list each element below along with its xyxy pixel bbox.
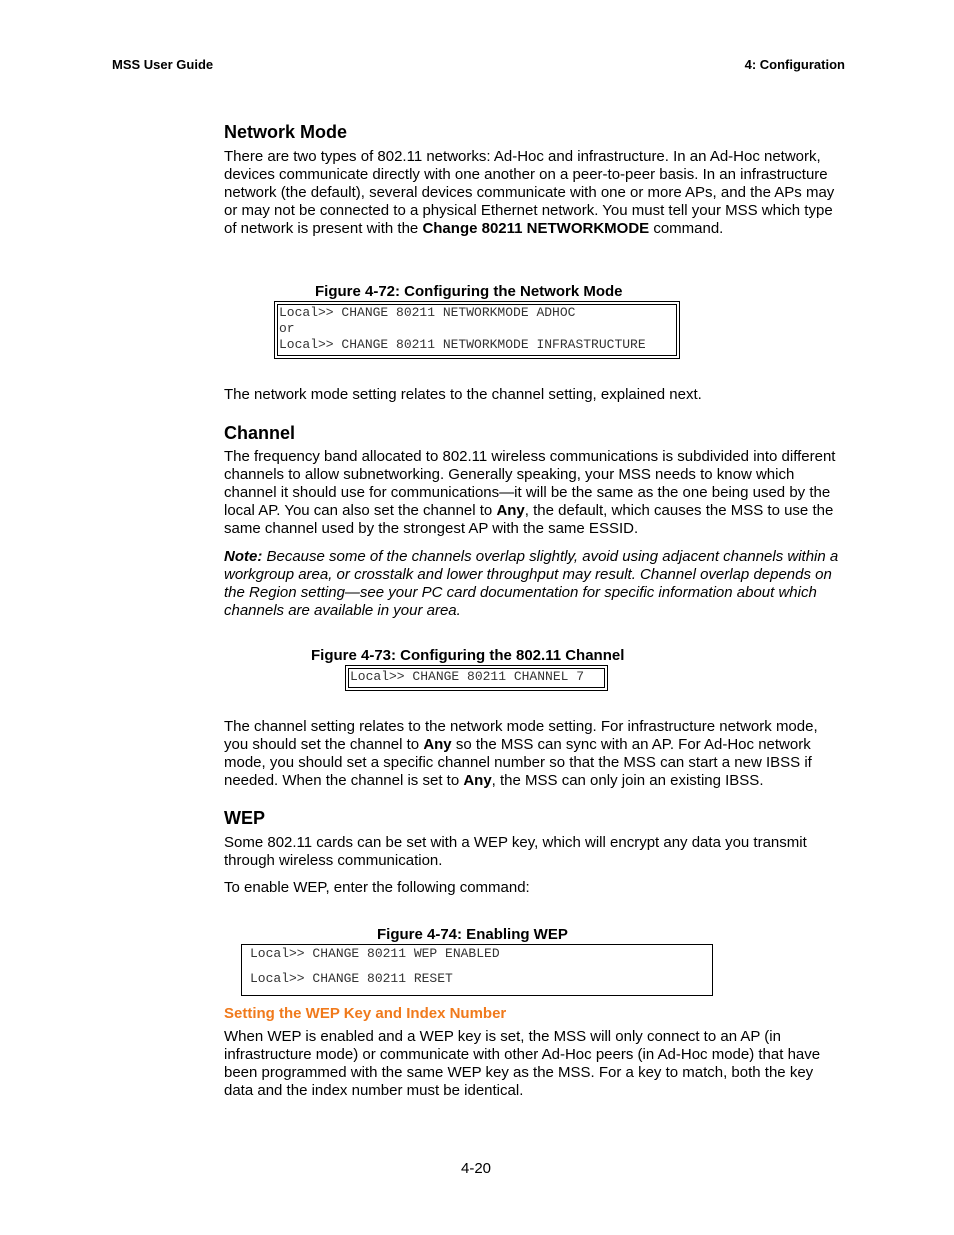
network-mode-heading: Network Mode — [224, 122, 348, 142]
note-text: Because some of the channels overlap slightly, avoid using adjacent channels within a workgroup area, or crosstalk and lower throughput may result. Channel overlap depends on the Region setting—see your PC card documentation for specific information about which channels are available in your area. — [224, 548, 839, 619]
channel-paragraph — [224, 448, 844, 538]
channel-followup — [224, 718, 844, 790]
network-mode-paragraph — [224, 148, 844, 238]
header-chapter-title: 4: Configuration — [744, 57, 845, 72]
wep-code-box — [241, 944, 713, 996]
page-number: 4-20 — [461, 1160, 492, 1177]
channel-note — [224, 548, 844, 620]
wep-enable-instruction: To enable WEP, enter the following command: — [224, 879, 530, 896]
code-line: Local>> CHANGE 80211 NETWORKMODE INFRASTRUCTURE — [279, 337, 646, 352]
channel-text-end: , the default, which causes the MSS to use the same channel used by the strongest AP with the same ESSID. — [224, 502, 834, 537]
channel-any-keyword: Any — [463, 772, 492, 789]
channel-heading: Channel — [224, 423, 296, 443]
network-mode-code-box — [275, 302, 679, 358]
channel-code-box — [346, 666, 607, 690]
channel-followup-text: The channel setting relates to the network mode setting. For infrastructure network mode, you should set the channel to — [224, 718, 818, 753]
network-mode-text-end: command. — [649, 220, 724, 237]
wep-intro: Some 802.11 cards can be set with a WEP key, which will encrypt any data you transmit through wireless communication. — [224, 834, 807, 869]
header-guide-title: MSS User Guide — [112, 57, 214, 72]
wep-heading: WEP — [224, 808, 266, 828]
wep-key-paragraph: When WEP is enabled and a WEP key is set, the MSS will only connect to an AP (in infrastructure mode) or communicate with other Ad-Hoc peers (in Ad-Hoc mode) that have been programmed with the same WEP key as the MSS. For a key to match, both the key data and the index number must be identical. — [224, 1028, 821, 1099]
channel-followup-text: , the MSS can only join an existing IBSS. — [491, 772, 764, 789]
code-line: or — [279, 321, 295, 336]
code-line: Local>> CHANGE 80211 WEP ENABLED — [250, 946, 500, 961]
note-label: Note: — [224, 548, 263, 565]
figure-4-72-caption: Figure 4-72: Configuring the Network Mode — [315, 283, 623, 300]
channel-text: The frequency band allocated to 802.11 wireless communications is subdivided into different channels to allow subnetworking. Generally speaking, your MSS needs to know which channel it should use for communications—it will be the same as the one being used by the local AP. You can also set the channel to — [224, 448, 836, 519]
channel-any-keyword: Any — [496, 502, 525, 519]
network-mode-text: There are two types of 802.11 networks: Ad-Hoc and infrastructure. In an Ad-Hoc network, devices communicate directly with one another on a peer-to-peer basis. In an infrastructure network (the default), several devices communicate with one or more APs, and the APs may or may not be connected to a physical Ethernet network. You must tell your MSS which type of network is present with the — [224, 148, 835, 237]
channel-any-keyword: Any — [423, 736, 452, 753]
channel-followup-text: so the MSS can sync with an AP. For Ad-Hoc network mode, you should set a specific channel number so that the MSS can start a new IBSS if needed. When the channel is set to — [224, 736, 812, 789]
code-line: Local>> CHANGE 80211 CHANNEL 7 — [350, 669, 585, 684]
network-mode-followup: The network mode setting relates to the channel setting, explained next. — [224, 386, 702, 403]
figure-4-73-caption: Figure 4-73: Configuring the 802.11 Channel — [311, 647, 625, 664]
wep-key-subheading: Setting the WEP Key and Index Number — [224, 1005, 507, 1022]
figure-4-74-caption: Figure 4-74: Enabling WEP — [377, 926, 568, 943]
code-line: Local>> CHANGE 80211 NETWORKMODE ADHOC — [279, 305, 576, 320]
network-mode-command: Change 80211 NETWORKMODE — [422, 220, 650, 237]
code-line: Local>> CHANGE 80211 RESET — [250, 971, 453, 986]
